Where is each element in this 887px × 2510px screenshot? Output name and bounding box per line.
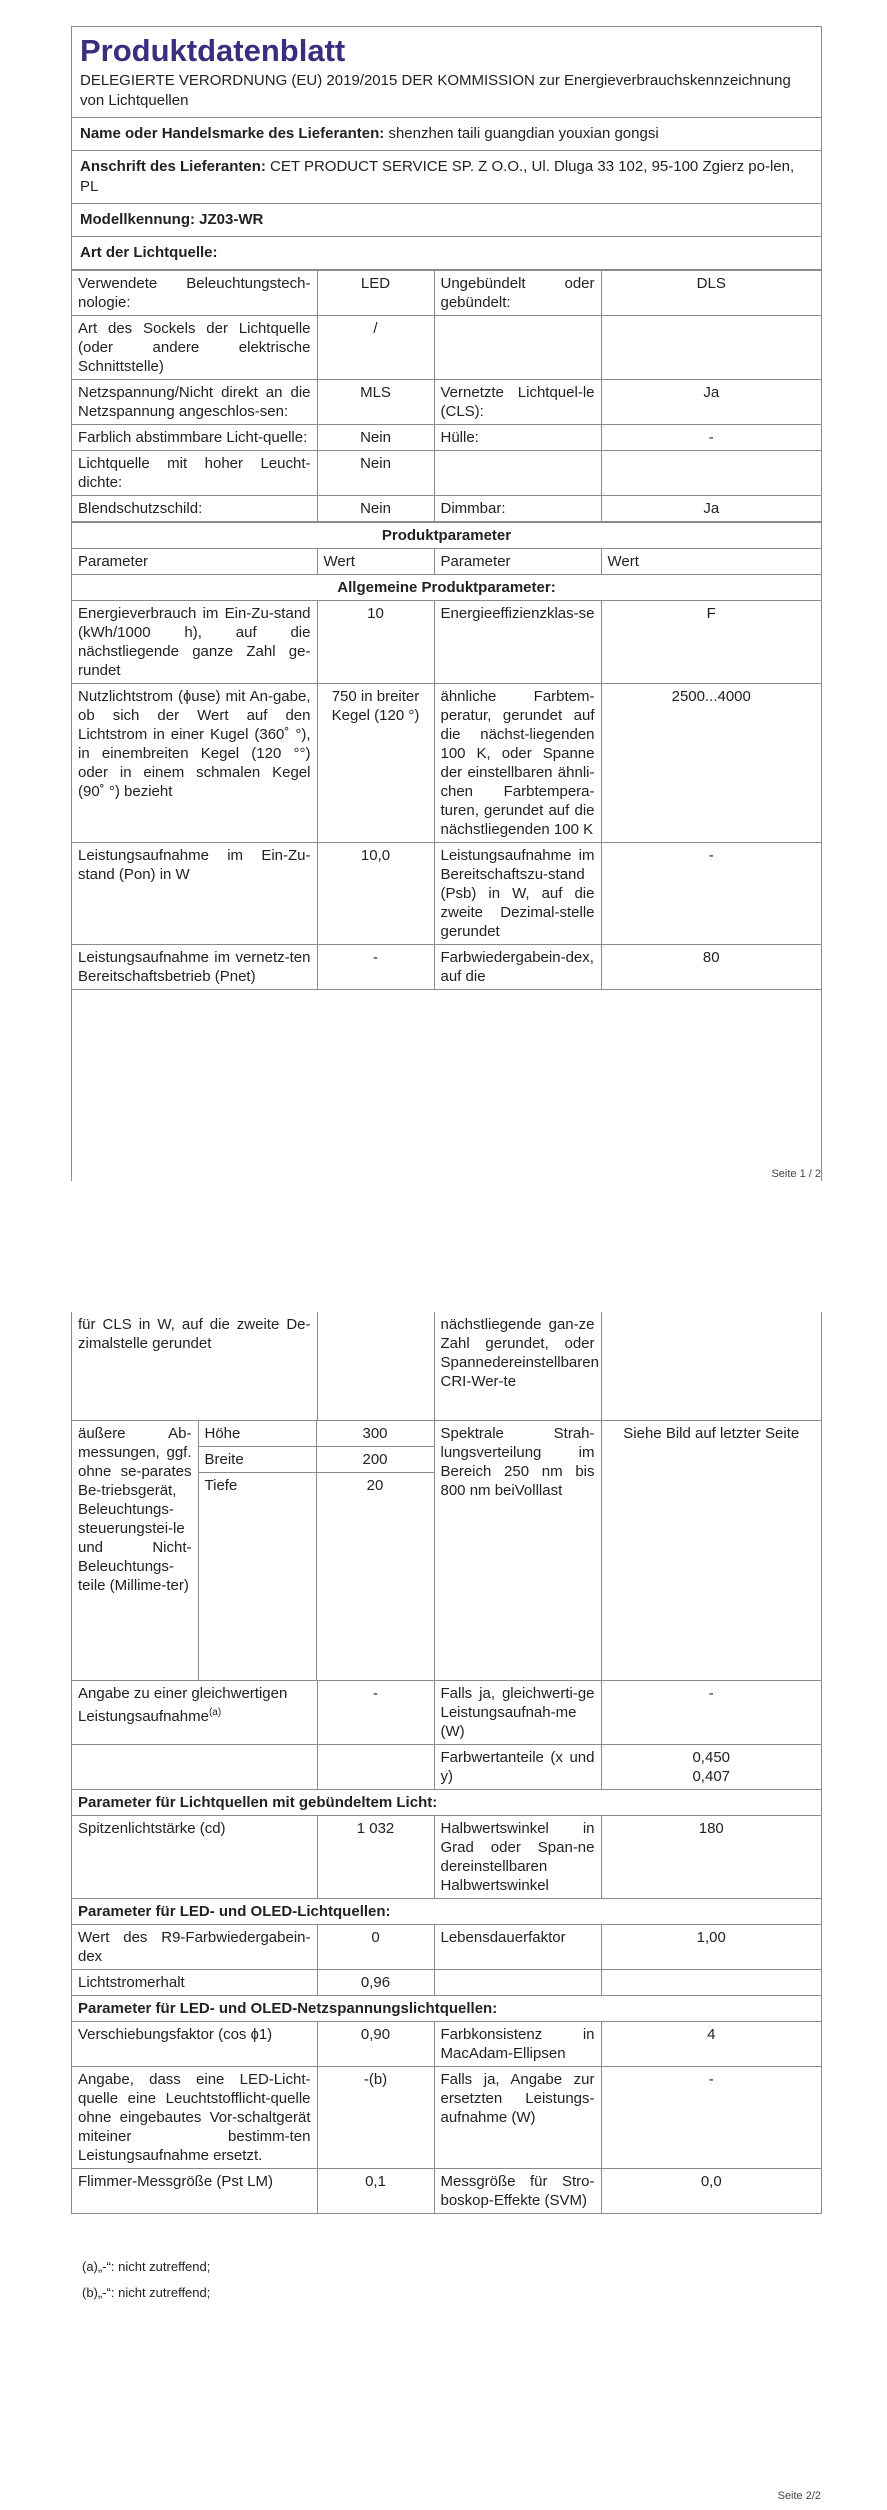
equiv-label-cell — [72, 1680, 317, 1744]
type-label-2: Vernetzte Lichtquel-le (CLS): — [434, 380, 601, 425]
general-label-2: Energieeffizienzklas-se — [434, 601, 601, 684]
regulation-subtitle: DELEGIERTE VERORDNUNG (EU) 2019/2015 DER KOMMISSION zur Energieverbrauchskennzeichnung von Lichtquellen — [72, 71, 821, 118]
page-2 — [0, 1300, 887, 2510]
cri-value-continued — [601, 1312, 821, 1420]
type-value-2: - — [601, 425, 821, 451]
led-row — [72, 1924, 821, 1969]
spectral-label: Spektrale Strah-lungsverteilung im Bereich 250 nm bis 800 nm beiVolllast — [434, 1420, 601, 1680]
type-value-1: MLS — [317, 380, 434, 425]
equiv-footnote-mark: (a) — [208, 1706, 222, 1718]
footnotes — [0, 2258, 887, 2302]
continued-table — [72, 1312, 821, 2214]
general-row — [72, 945, 821, 990]
type-row — [72, 380, 821, 425]
equiv-power-value: - — [601, 1680, 821, 1744]
dimensions-label: äußere Ab-messungen, ggf. ohne se-parates Be-triebsgerät, Beleuchtungs-steuerungstei-le und Nicht-Beleuchtungs-teile (Millime-ter) — [72, 1421, 198, 1680]
directional-label-1: Spitzenlichtstärke (cd) — [72, 1815, 317, 1898]
type-row — [72, 425, 821, 451]
led-value-2: 1,00 — [601, 1924, 821, 1969]
led-heading: Parameter für LED- und OLED-Lichtquellen: — [72, 1898, 821, 1924]
type-value-2: DLS — [601, 271, 821, 316]
type-label-2 — [434, 316, 601, 380]
general-value-1: 750 in breiter Kegel (120 °) — [317, 684, 434, 843]
general-params-heading: Allgemeine Produktparameter: — [72, 575, 821, 601]
header-parameter-1: Parameter — [72, 549, 317, 575]
directional-label-2: Halbwertswinkel in Grad oder Span-ne dereinstellbaren Halbwertswinkel — [434, 1815, 601, 1898]
equiv-value: - — [317, 1680, 434, 1744]
mains-value-2: 0,0 — [601, 2168, 821, 2213]
general-value-1: 10 — [317, 601, 434, 684]
mains-row — [72, 2066, 821, 2168]
cri-label-continued: nächstliegende gan-ze Zahl gerundet, oder Spannedereinstellbaren CRI-Wer-te — [434, 1312, 601, 1420]
page-1 — [0, 0, 887, 1200]
model-id — [72, 204, 821, 237]
general-row — [72, 684, 821, 843]
type-value-2: Ja — [601, 380, 821, 425]
type-row — [72, 496, 821, 522]
datasheet-frame-continued — [71, 1312, 822, 2214]
mains-value-1: 0,90 — [317, 2021, 434, 2066]
led-label-1: Wert des R9-Farbwiedergabein-dex — [72, 1924, 317, 1969]
cls-standby-label: für CLS in W, auf die zweite De-zimalstelle gerundet — [72, 1312, 317, 1420]
supplier-address-label: Anschrift des Lieferanten: — [80, 158, 266, 175]
type-row — [72, 451, 821, 496]
general-value-2: - — [601, 843, 821, 945]
general-value-1: 10,0 — [317, 843, 434, 945]
equiv-power-label: Falls ja, gleichwerti-ge Leistungsaufnah-me (W) — [434, 1680, 601, 1744]
directional-value-1: 1 032 — [317, 1815, 434, 1898]
type-table — [72, 270, 821, 522]
general-label-2: Farbwiedergabein-dex, auf die — [434, 945, 601, 990]
type-label-1: Lichtquelle mit hoher Leucht-dichte: — [72, 451, 317, 496]
dim-height-value: 300 — [316, 1421, 434, 1447]
page-title: Produktdatenblatt — [80, 33, 346, 68]
type-label-2: Hülle: — [434, 425, 601, 451]
header-value-1: Wert — [317, 549, 434, 575]
general-row — [72, 601, 821, 684]
led-value-1: 0,96 — [317, 1969, 434, 1995]
type-label-1: Verwendete Beleuchtungstech-nologie: — [72, 271, 317, 316]
mains-row — [72, 2168, 821, 2213]
type-value-1: / — [317, 316, 434, 380]
general-value-1: - — [317, 945, 434, 990]
type-value-1: Nein — [317, 451, 434, 496]
directional-row — [72, 1815, 821, 1898]
general-label-1: Energieverbrauch im Ein-Zu-stand (kWh/1000 h), auf die nächstliegende ganze Zahl ge-rundet — [72, 601, 317, 684]
dim-depth-value: 20 — [316, 1472, 434, 1498]
model-label: Modellkennung: — [80, 211, 195, 228]
product-params-heading: Produktparameter — [72, 523, 821, 549]
directional-heading: Parameter für Lichtquellen mit gebündeltem Licht: — [72, 1789, 821, 1815]
supplier-address-value: CET PRODUCT SERVICE SP. Z O.O., Ul. Dluga 33 102, 95-100 Zgierz po-len, PL — [80, 158, 795, 195]
chroma-x: 0,450 — [692, 1748, 731, 1766]
general-label-1: Leistungsaufnahme im vernetz-ten Bereitschaftsbetrieb (Pnet) — [72, 945, 317, 990]
mains-value-1: 0,1 — [317, 2168, 434, 2213]
led-row — [72, 1969, 821, 1995]
header-value-2: Wert — [601, 549, 821, 575]
dim-height-label: Höhe — [198, 1421, 316, 1447]
dim-depth-label: Tiefe — [198, 1472, 316, 1498]
footnote-b: (b)„-“: nicht zutreffend; — [82, 2285, 211, 2300]
type-value-1: Nein — [317, 425, 434, 451]
mains-value-2: - — [601, 2066, 821, 2168]
led-value-1: 0 — [317, 1924, 434, 1969]
type-label-1: Blendschutzschild: — [72, 496, 317, 522]
spectral-value: Siehe Bild auf letzter Seite — [601, 1420, 821, 1680]
mains-heading: Parameter für LED- und OLED-Netzspannungslichtquellen: — [72, 1995, 821, 2021]
general-row — [72, 843, 821, 945]
general-value-2: 80 — [601, 945, 821, 990]
type-label-1: Netzspannung/Nicht direkt an die Netzspannung angeschlos-sen: — [72, 380, 317, 425]
mains-value-2: 4 — [601, 2021, 821, 2066]
type-row — [72, 271, 821, 316]
mains-row — [72, 2021, 821, 2066]
led-label-1: Lichtstromerhalt — [72, 1969, 317, 1995]
chroma-y: 0,407 — [692, 1767, 731, 1785]
mains-label-2: Farbkonsistenz in MacAdam-Ellipsen — [434, 2021, 601, 2066]
type-label-2: Ungebündelt oder gebündelt: — [434, 271, 601, 316]
footnote-a: (a)„-“: nicht zutreffend; — [82, 2259, 211, 2274]
type-label-2 — [434, 451, 601, 496]
led-label-2 — [434, 1969, 601, 1995]
dim-width-label: Breite — [198, 1446, 316, 1472]
chroma-values — [601, 1744, 821, 1789]
mains-label-2: Falls ja, Angabe zur ersetzten Leistungs-aufnahme (W) — [434, 2066, 601, 2168]
directional-value-2: 180 — [601, 1815, 821, 1898]
chroma-label: Farbwertanteile (x und y) — [434, 1744, 601, 1789]
mains-label-1: Angabe, dass eine LED-Licht-quelle eine Leuchtstofflicht-quelle ohne eingebautes Vor-schaltgerät miteiner bestimm-ten Leistungsaufnahme ersetzt. — [72, 2066, 317, 2168]
type-value-2 — [601, 316, 821, 380]
dim-spacer-b — [316, 1498, 434, 1680]
general-label-2: Leistungsaufnahme im Bereitschaftszu-stand (Psb) in W, auf die zweite Dezimal-stelle gerundet — [434, 843, 601, 945]
general-value-2: 2500...4000 — [601, 684, 821, 843]
header-parameter-2: Parameter — [434, 549, 601, 575]
mains-label-1: Verschiebungsfaktor (cos ɸ1) — [72, 2021, 317, 2066]
general-label-1: Nutzlichtstrom (ɸuse) mit An-gabe, ob sich der Wert auf den Lichtstrom in einer Kugel (360˚ °), in einembreiten Kegel (120 °°) oder in einem schmalen Kegel (90˚ °) bezieht — [72, 684, 317, 843]
chroma-empty-2 — [317, 1744, 434, 1789]
type-value-2 — [601, 451, 821, 496]
chroma-empty-1 — [72, 1744, 317, 1789]
light-source-type-heading: Art der Lichtquelle: — [72, 237, 821, 270]
general-label-1: Leistungsaufnahme im Ein-Zu-stand (Pon) in W — [72, 843, 317, 945]
type-value-2: Ja — [601, 496, 821, 522]
model-value: JZ03-WR — [199, 211, 264, 228]
general-label-2: ähnliche Farbtem-peratur, gerundet auf die nächst-liegenden 100 K, oder Spanne der einstellbaren ähnli-chen Farbtempera-turen, gerundet auf die nächstliegenden 100 K — [434, 684, 601, 843]
supplier-name-label: Name oder Handelsmarke des Lieferanten: — [80, 125, 385, 142]
supplier-address — [72, 151, 821, 204]
general-value-2: F — [601, 601, 821, 684]
type-value-1: LED — [317, 271, 434, 316]
supplier-name-value: shenzhen taili guangdian youxian gongsi — [388, 125, 659, 142]
supplier-name — [72, 118, 821, 151]
product-params-table — [72, 522, 821, 990]
page-1-footer: Seite 1 / 2 — [771, 1168, 821, 1180]
led-label-2: Lebensdauerfaktor — [434, 1924, 601, 1969]
page-2-footer: Seite 2/2 — [777, 2490, 821, 2502]
mains-label-1: Flimmer-Messgröße (Pst LM) — [72, 2168, 317, 2213]
led-value-2 — [601, 1969, 821, 1995]
type-label-1: Farblich abstimmbare Licht-quelle: — [72, 425, 317, 451]
datasheet-frame — [71, 26, 822, 1181]
dimensions-cell — [72, 1420, 434, 1680]
type-label-2: Dimmbar: — [434, 496, 601, 522]
cls-standby-value — [317, 1312, 434, 1420]
dim-width-value: 200 — [316, 1446, 434, 1472]
type-label-1: Art des Sockels der Lichtquelle (oder andere elektrische Schnittstelle) — [72, 316, 317, 380]
mains-label-2: Messgröße für Stro-boskop-Effekte (SVM) — [434, 2168, 601, 2213]
dim-spacer-a — [198, 1498, 316, 1680]
type-row — [72, 316, 821, 380]
mains-value-1: -(b) — [317, 2066, 434, 2168]
type-value-1: Nein — [317, 496, 434, 522]
equiv-label: Angabe zu einer gleichwertigen Leistungsaufnahme — [78, 1684, 288, 1725]
